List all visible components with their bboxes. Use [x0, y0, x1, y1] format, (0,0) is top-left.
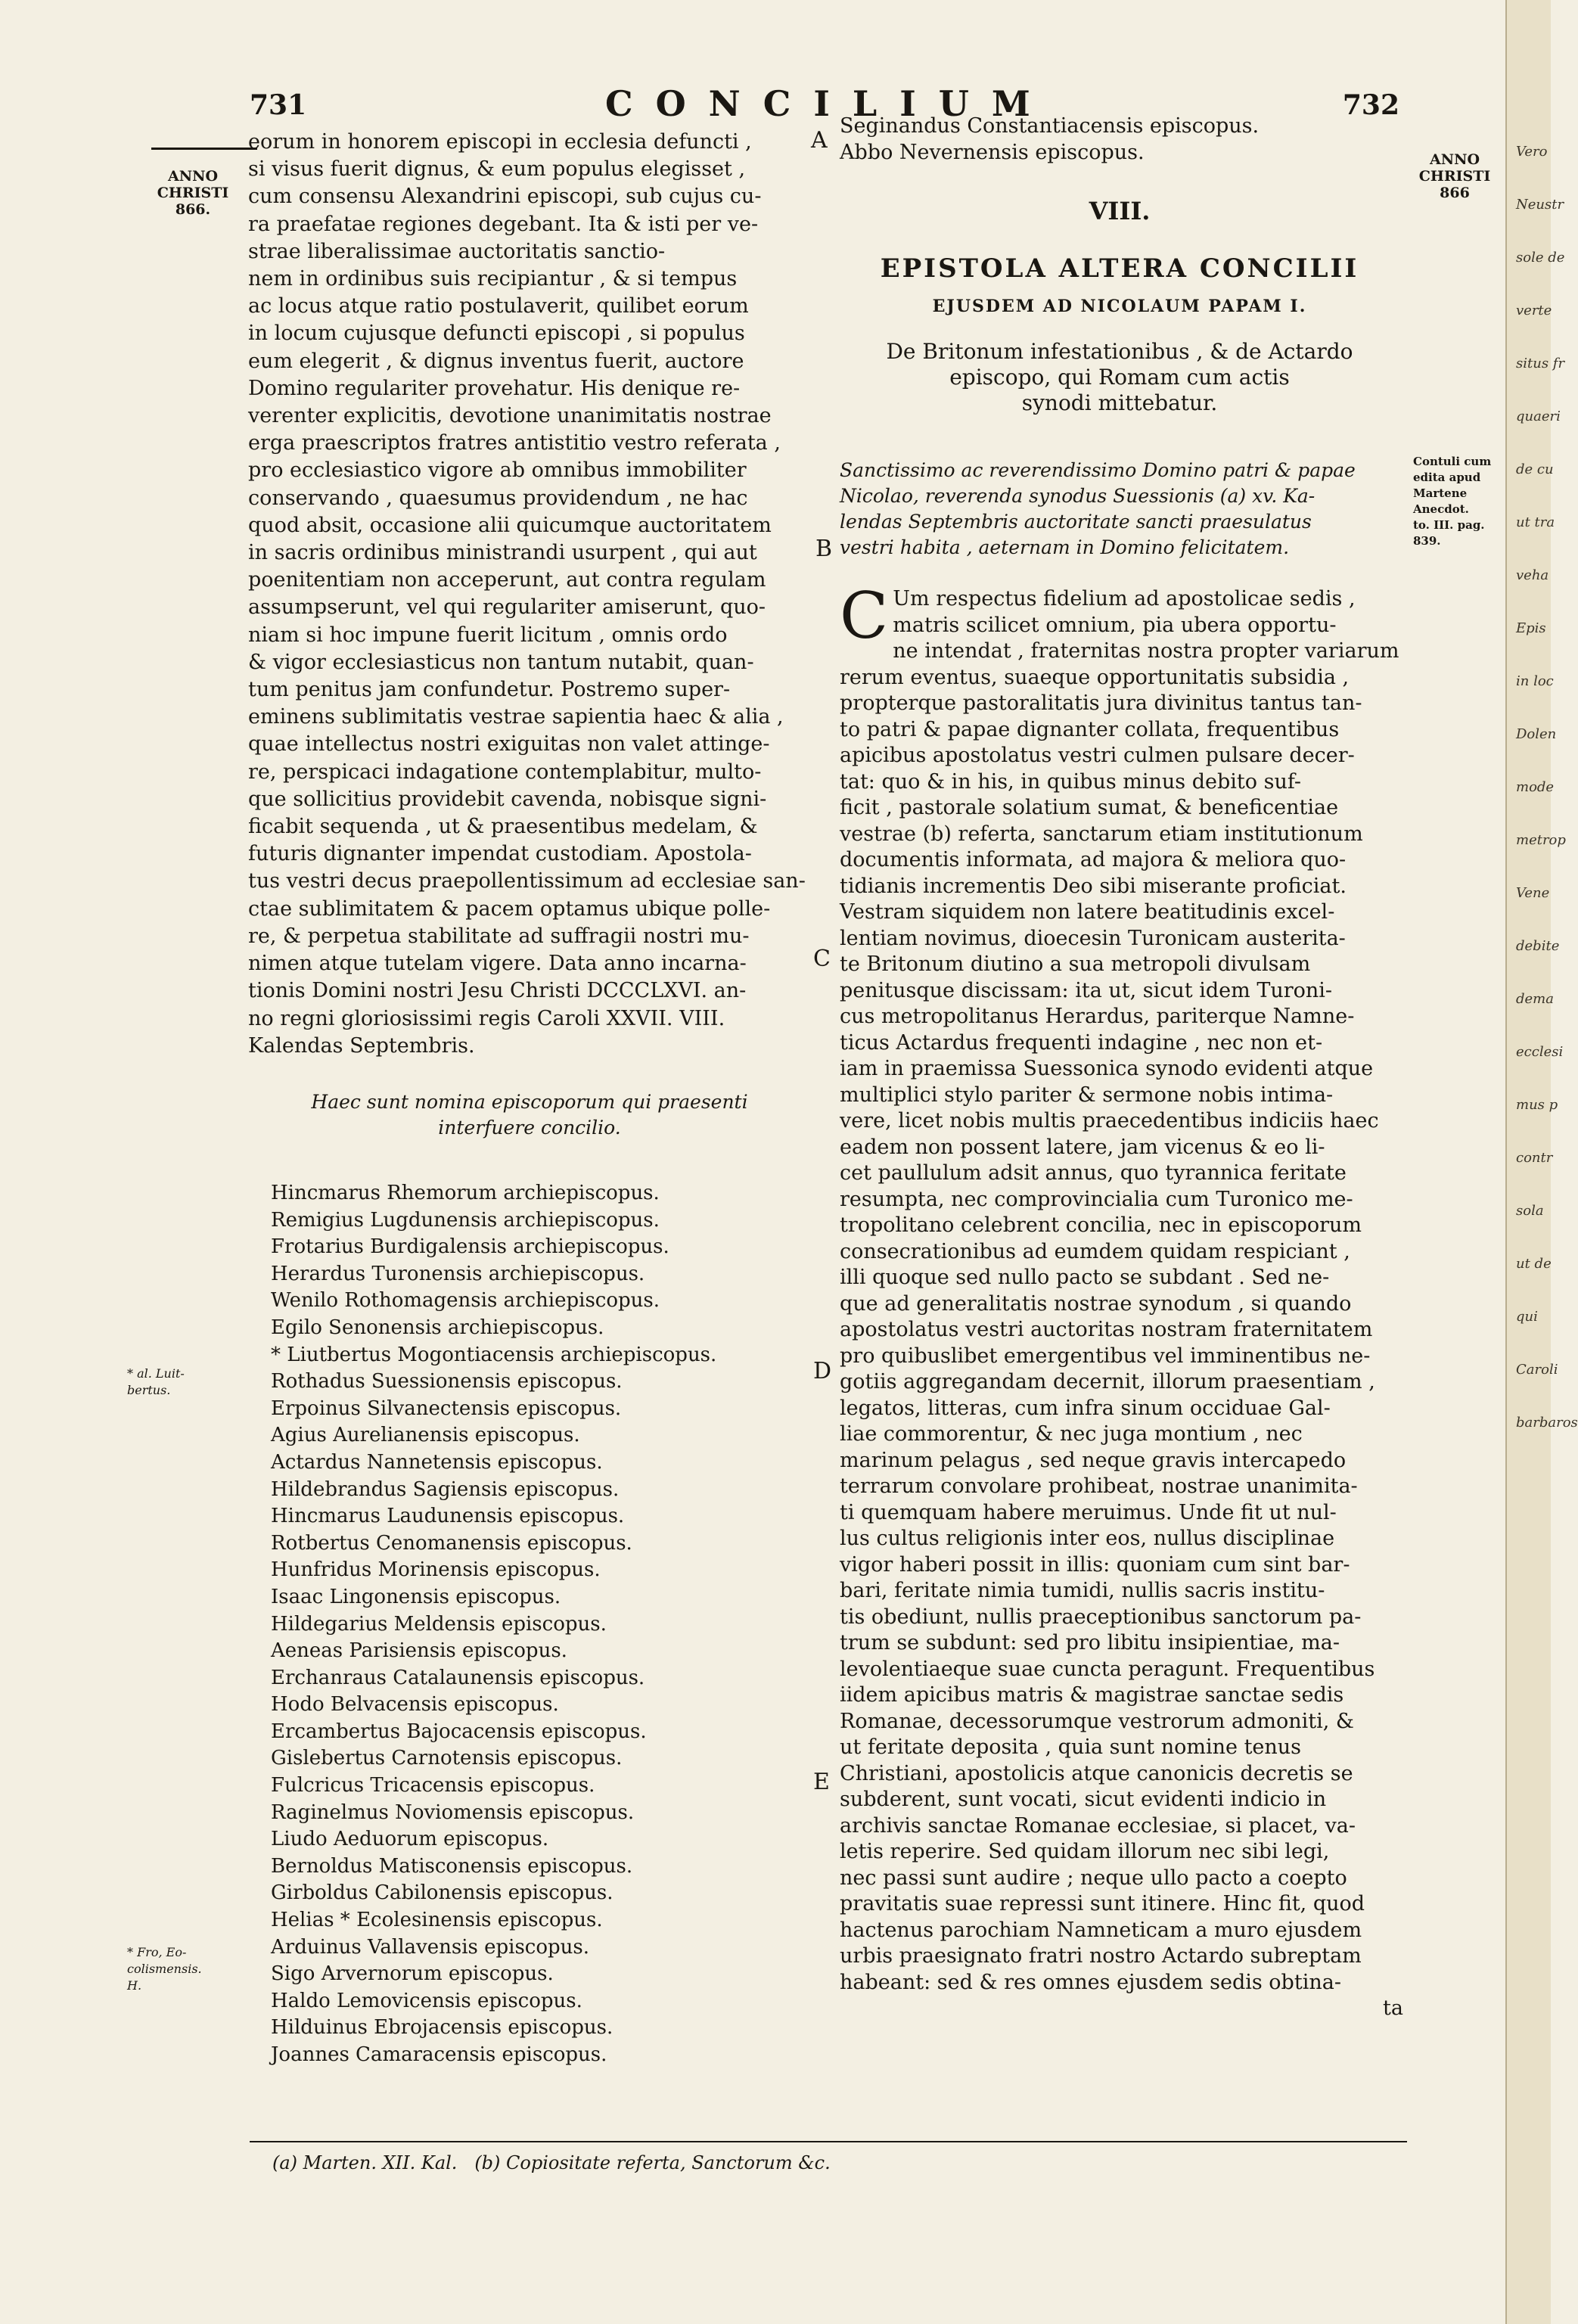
section-letter-a: A — [811, 127, 828, 154]
edge-word: ecclesi — [1516, 1044, 1564, 1060]
edge-word: barbaros — [1516, 1415, 1578, 1431]
left-line: nem in ordinibus suis recipiantur , & si tempus — [248, 267, 738, 291]
edge-word: sola — [1516, 1203, 1544, 1219]
body-line: rerum eventus, suaeque opportunitatis subsidia , — [840, 665, 1350, 689]
margin-note-contuli: Contuli cum edita apud Martene Anecdot. to. III. pag. 839. — [1413, 455, 1492, 548]
edge-word: ut tra — [1516, 514, 1555, 530]
left-line: tum penitus jam confundetur. Postremo super- — [248, 678, 731, 702]
left-line: futuris dignanter impendat custodiam. Apostola- — [248, 842, 752, 866]
section-letter-b: B — [815, 536, 833, 562]
body-line: ticus Actardus frequenti indagine , nec non et- — [840, 1030, 1323, 1055]
anno-christi-left: ANNO CHRISTI 866. — [157, 168, 229, 218]
left-line: conservando , quaesumus providendum , ne hac — [248, 486, 748, 510]
bishop-name: Gislebertus Carnotensis episcopus. — [271, 1747, 623, 1770]
bishop-name: Egilo Senonensis archiepiscopus. — [271, 1316, 604, 1339]
bishop-name: Agius Aurelianensis episcopus. — [271, 1424, 580, 1447]
body-line: matris scilicet omnium, pia ubera opportu- — [893, 613, 1337, 637]
body-line: Christiani, apostolicis atque canonicis decretis se — [840, 1761, 1353, 1785]
bishop-name: Raginelmus Noviomensis episcopus. — [271, 1800, 635, 1824]
page-number-right: 732 — [1342, 89, 1399, 121]
bishop-name: Herardus Turonensis archiepiscopus. — [271, 1262, 645, 1285]
bishop-name: Haldo Lemovicensis episcopus. — [271, 1989, 582, 2012]
body-line: tidianis incrementis Deo sibi miserante proficiat. — [840, 874, 1347, 898]
bishop-name: Rotbertus Cenomanensis episcopus. — [271, 1531, 632, 1555]
greeting-line: Sanctissimo ac reverendissimo Domino patri & papae — [840, 459, 1356, 481]
edge-word: mus p — [1516, 1097, 1558, 1113]
left-line: ctae sublimitatem & pacem optamus ubique polle- — [248, 896, 771, 921]
edge-word: de cu — [1516, 461, 1554, 477]
bishop-name: Remigius Lugdunensis archiepiscopus. — [271, 1208, 660, 1232]
body-line: Um respectus fidelium ad apostolicae sedis , — [893, 587, 1356, 611]
margin-note-ecolismensis: * Fro, Eo- colismensis. H. — [127, 1945, 202, 1993]
edge-word: Dolen — [1516, 726, 1557, 742]
bishop-name: Aeneas Parisiensis episcopus. — [271, 1639, 567, 1663]
bishop-name: Hunfridus Morinensis episcopus. — [271, 1558, 601, 1582]
bishop-name: * Liutbertus Mogontiacensis archiepiscopus. — [271, 1343, 717, 1366]
body-line: cus metropolitanus Herardus, pariterque Namne- — [840, 1005, 1355, 1028]
edge-word: verte — [1516, 303, 1552, 318]
bishop-name: Abbo Nevernensis episcopus. — [840, 140, 1145, 164]
left-line: pro ecclesiastico vigore ab omnibus immobiliter — [248, 458, 747, 483]
greeting-line: lendas Septembris auctoritate sancti praesulatus — [840, 511, 1312, 533]
epistola-description: De Britonum infestationibus , & de Actardo episcopo, qui Romam cum actis synodi mittebatur. — [886, 339, 1353, 415]
bishop-name: Girboldus Cabilonensis episcopus. — [271, 1881, 613, 1905]
bishop-name: Seginandus Constantiacensis episcopus. — [840, 114, 1260, 138]
left-line: Domino regulariter provehatur. His denique re- — [248, 376, 741, 400]
bishop-name: Hincmarus Rhemorum archiepiscopus. — [271, 1182, 660, 1204]
drop-cap: C — [840, 579, 889, 653]
left-line: ficabit sequenda , ut & praesentibus medelam, & — [248, 815, 758, 839]
left-line: re, & perpetua stabilitate ad suffragii nostri mu- — [248, 924, 750, 948]
bishop-name: Actardus Nannetensis episcopus. — [271, 1450, 603, 1474]
left-line: ra praefatae regiones degebant. Ita & isti per ve- — [248, 212, 759, 236]
left-line: in locum cujusque defuncti episcopi , si populus — [248, 322, 745, 346]
body-line: urbis praesignato fratri nostro Actardo subreptam — [840, 1944, 1362, 1968]
edge-word: contr — [1516, 1150, 1553, 1166]
catchword: ta — [1383, 1996, 1403, 2020]
bishop-name: Hildebrandus Sagiensis episcopus. — [271, 1477, 620, 1501]
left-line: nimen atque tutelam vigere. Data anno incarna- — [248, 952, 747, 976]
body-line: hactenus parochiam Namneticam a muro ejusdem — [840, 1918, 1362, 1942]
margin-rule — [151, 148, 257, 150]
left-column-text — [248, 129, 808, 1060]
section-letter-c: C — [813, 946, 831, 972]
body-line: tropolitano celebrent concilia, nec in episcoporum — [840, 1213, 1362, 1237]
body-line: lus cultus religionis inter eos, nullus disciplinae — [840, 1527, 1335, 1550]
edge-word: ut de — [1516, 1256, 1552, 1272]
bishop-name: Hilduinus Ebrojacensis episcopus. — [271, 2016, 613, 2040]
left-line: poenitentiam non acceperunt, aut contra regulam — [248, 568, 766, 592]
bishop-name: Joannes Camaracensis episcopus. — [271, 2043, 607, 2066]
bishop-name: Erchanraus Catalaunensis episcopus. — [271, 1666, 645, 1689]
body-line: terrarum convolare prohibeat, nostrae unanimita- — [840, 1474, 1358, 1498]
body-line: archivis sanctae Romanae ecclesiae, si placet, va- — [840, 1813, 1356, 1838]
left-line: no regni gloriosissimi regis Caroli XXVII. VIII. — [248, 1006, 725, 1030]
bishops-list — [271, 1180, 808, 2069]
body-line: penitusque discissam: ita ut, sicut idem Turoni- — [840, 978, 1333, 1002]
body-line: marinum pelagus , sed neque gravis intercapedo — [840, 1448, 1347, 1472]
body-line: ut feritate deposita , quia sunt nomine tenus — [840, 1735, 1302, 1759]
body-line: to patri & papae dignanter collata, frequentibus — [840, 717, 1340, 741]
body-line: habeant: sed & res omnes ejusdem sedis obtina- — [840, 1970, 1341, 1994]
body-line: tis obediunt, nullis praeceptionibus sanctorum pa- — [840, 1605, 1362, 1629]
body-line: tat: quo & in his, in quibus minus debito suf- — [840, 769, 1302, 794]
body-line: levolentiaeque suae cuncta peragunt. Frequentibus — [840, 1657, 1375, 1681]
left-line: erga praescriptos fratres antistitio vestro referata , — [248, 431, 781, 455]
body-line: que ad generalitatis nostrae synodum , si quando — [840, 1291, 1352, 1316]
anno-christi-right: ANNO CHRISTI 866 — [1418, 151, 1491, 201]
edge-word: qui — [1516, 1309, 1538, 1325]
body-line: Romanae, decessorumque vestrorum admoniti, & — [840, 1709, 1354, 1733]
right-column-body — [840, 579, 1403, 2022]
body-line: multiplici stylo pariter & sermone nobis intima- — [840, 1083, 1334, 1107]
left-line: quod absit, occasione alii quicumque auctoritatem — [248, 513, 772, 537]
edge-word: Vene — [1516, 885, 1550, 901]
body-line: pravitatis suae repressi sunt itinere. Hinc fit, quod — [840, 1892, 1365, 1915]
footnotes: (a) Marten. XII. Kal. (b) Copiositate referta, Sanctorum &c. — [272, 2152, 831, 2173]
next-page-edge — [1505, 0, 1578, 2324]
body-line: letis reperire. Sed quidam illorum nec sibi legi, — [840, 1840, 1330, 1863]
bishop-name: Helias * Ecolesinensis episcopus. — [271, 1909, 603, 1932]
left-line: cum consensu Alexandrini episcopi, sub cujus cu- — [248, 185, 762, 209]
body-line: consecrationibus ad eumdem quidam respiciant , — [840, 1239, 1350, 1263]
body-line: resumpta, nec comprovincialia cum Turonico me- — [840, 1187, 1353, 1211]
body-line: iidem apicibus matris & magistrae sanctae sedis — [840, 1683, 1344, 1707]
left-line: niam si hoc impune fuerit licitum , omnis ordo — [248, 623, 728, 647]
bishop-name: Wenilo Rothomagensis archiepiscopus. — [271, 1289, 660, 1313]
body-line: ne intendat , fraternitas nostra propter variarum — [893, 639, 1399, 663]
edge-word: sole de — [1516, 250, 1565, 266]
left-line: tus vestri decus praepollentissimum ad ecclesiae san- — [248, 869, 806, 893]
bishop-name: Hodo Belvacensis episcopus. — [271, 1693, 559, 1717]
footnote-rule — [250, 2141, 1407, 2142]
left-line: eminens sublimitatis vestrae sapientia haec & alia , — [248, 705, 784, 729]
bishop-name: Rothadus Suessionensis episcopus. — [271, 1370, 623, 1393]
body-line: vigor haberi possit in illis: quoniam cum sint bar- — [840, 1552, 1350, 1577]
edge-word: in loc — [1516, 673, 1554, 689]
body-line: nec passi sunt audire ; neque ullo pacto a coepto — [840, 1866, 1347, 1890]
bishop-name: Fulcricus Tricacensis episcopus. — [271, 1774, 595, 1797]
bishop-name: Isaac Lingonensis episcopus. — [271, 1585, 561, 1608]
bishop-name: Hildegarius Meldensis episcopus. — [271, 1612, 607, 1636]
body-line: legatos, litteras, cum infra sinum occiduae Gal- — [840, 1396, 1331, 1420]
bishop-name: Arduinus Vallavensis episcopus. — [271, 1935, 590, 1959]
body-line: subderent, sunt vocati, sicut evidenti indicio in — [840, 1788, 1327, 1811]
left-line: ac locus atque ratio postulaverit, quilibet eorum — [248, 294, 749, 318]
body-line: ti quemquam habere meruimus. Unde fit ut nul- — [840, 1500, 1337, 1524]
bishop-name: Frotarius Burdigalensis archiepiscopus. — [271, 1235, 669, 1259]
left-line: & vigor ecclesiasticus non tantum nutabit, quan- — [248, 650, 754, 674]
body-line: trum se subdunt: sed pro libitu insipientiae, ma- — [840, 1631, 1340, 1654]
left-line: in sacris ordinibus ministrandi usurpent , qui aut — [248, 541, 757, 565]
left-line: verenter explicitis, devotione unanimitatis nostrae — [248, 404, 772, 428]
edge-word: situs fr — [1516, 356, 1565, 371]
bishop-name: Liudo Aeduorum episcopus. — [271, 1828, 549, 1851]
greeting-line: vestri habita , aeternam in Domino felicitatem. — [840, 536, 1290, 558]
greeting-line: Nicolao, reverenda synodus Suessionis (a) xv. Ka- — [840, 485, 1316, 507]
body-line: iam in praemissa Suessonica synodo evidenti atque — [840, 1057, 1374, 1080]
left-line: tionis Domini nostri Jesu Christi DCCCLXVI. an- — [248, 979, 747, 1003]
body-line: bari, feritate nimia tumidi, nullis sacris institu- — [840, 1579, 1325, 1602]
edge-word: dema — [1516, 991, 1554, 1007]
body-line: te Britonum diutino a sua metropoli divulsam — [840, 952, 1311, 976]
left-line: si visus fuerit dignus, & eum populus elegisset , — [248, 157, 746, 182]
margin-note-luitbertus: * al. Luit- bertus. — [127, 1366, 185, 1397]
edge-word: debite — [1516, 938, 1560, 954]
epistola-subtitle: EJUSDEM AD NICOLAUM PAPAM I. — [932, 297, 1307, 316]
body-line: apicibus apostolatus vestri culmen pulsare decer- — [840, 744, 1355, 767]
epistola-title: EPISTOLA ALTERA CONCILII — [880, 253, 1359, 284]
edge-word: Vero — [1516, 144, 1548, 160]
left-line: re, perspicaci indagatione contemplabitur, multo- — [248, 760, 762, 784]
left-line: eum elegerit , & dignus inventus fuerit, auctore — [248, 349, 744, 373]
section-number: VIII. — [1089, 197, 1151, 225]
left-line: strae liberalissimae auctoritatis sanctio- — [248, 239, 666, 263]
right-column-top — [840, 113, 1399, 166]
edge-word: mode — [1516, 779, 1555, 795]
page-number-left: 731 — [250, 89, 307, 121]
body-line: eadem non possent latere, jam vicenus & eo li- — [840, 1135, 1325, 1159]
section-letter-e: E — [813, 1769, 830, 1795]
body-line: vestrae (b) referta, sanctarum etiam institutionum — [840, 822, 1363, 846]
edge-word: Caroli — [1516, 1362, 1558, 1378]
left-line: que sollicitius providebit cavenda, nobisque signi- — [248, 787, 767, 811]
body-line: Vestram siquidem non latere beatitudinis excel- — [840, 900, 1335, 924]
body-line: propterque pastoralitatis jura divinitus tantus tan- — [840, 691, 1362, 715]
body-line: lentiam novimus, dioecesin Turonicam austerita- — [840, 926, 1346, 950]
bishop-name: Erpoinus Silvanectensis episcopus. — [271, 1397, 622, 1420]
bishops-list-heading: Haec sunt nomina episcoporum qui praesenti interfuere concilio. — [311, 1091, 748, 1139]
bishop-name: Ercambertus Bajocacensis episcopus. — [271, 1720, 647, 1743]
edge-word: quaeri — [1516, 409, 1561, 424]
running-title: CONCILIUM — [605, 83, 1053, 124]
body-line: apostolatus vestri auctoritas nostram fraternitatem — [840, 1318, 1373, 1341]
left-line: eorum in honorem episcopi in ecclesia defuncti , — [248, 130, 752, 154]
left-line: assumpserunt, vel qui regulariter amiserunt, quo- — [248, 595, 766, 620]
edge-word: Neustr — [1516, 197, 1564, 213]
body-line: vere, licet nobis multis praecedentibus indiciis haec — [840, 1109, 1379, 1132]
body-line: ficit , pastorale solatium sumat, & beneficentiae — [840, 796, 1339, 819]
body-line: cet paullulum adsit annus, quo tyrannica feritate — [840, 1161, 1347, 1185]
bishop-name: Sigo Arvernorum episcopus. — [271, 1962, 554, 1986]
bishop-name: Bernoldus Matisconensis episcopus. — [271, 1854, 633, 1878]
edge-word: veha — [1516, 567, 1549, 583]
greeting — [840, 458, 1399, 561]
bishop-name: Hincmarus Laudunensis episcopus. — [271, 1505, 625, 1528]
section-letter-d: D — [813, 1358, 832, 1384]
body-line: gotiis aggregandam decernit, illorum praesentiam , — [840, 1370, 1375, 1393]
left-line: quae intellectus nostri exiguitas non valet attinge- — [248, 732, 770, 757]
body-line: documentis informata, ad majora & meliora quo- — [840, 848, 1347, 872]
edge-word: metrop — [1516, 832, 1566, 848]
body-line: liae commorentur, & nec juga montium , nec — [840, 1422, 1303, 1446]
body-line: pro quibuslibet emergentibus vel imminentibus ne- — [840, 1344, 1371, 1368]
edge-word: Epis — [1516, 620, 1546, 636]
left-line: Kalendas Septembris. — [248, 1033, 475, 1058]
body-line: illi quoque sed nullo pacto se subdant . Sed ne- — [840, 1266, 1330, 1289]
